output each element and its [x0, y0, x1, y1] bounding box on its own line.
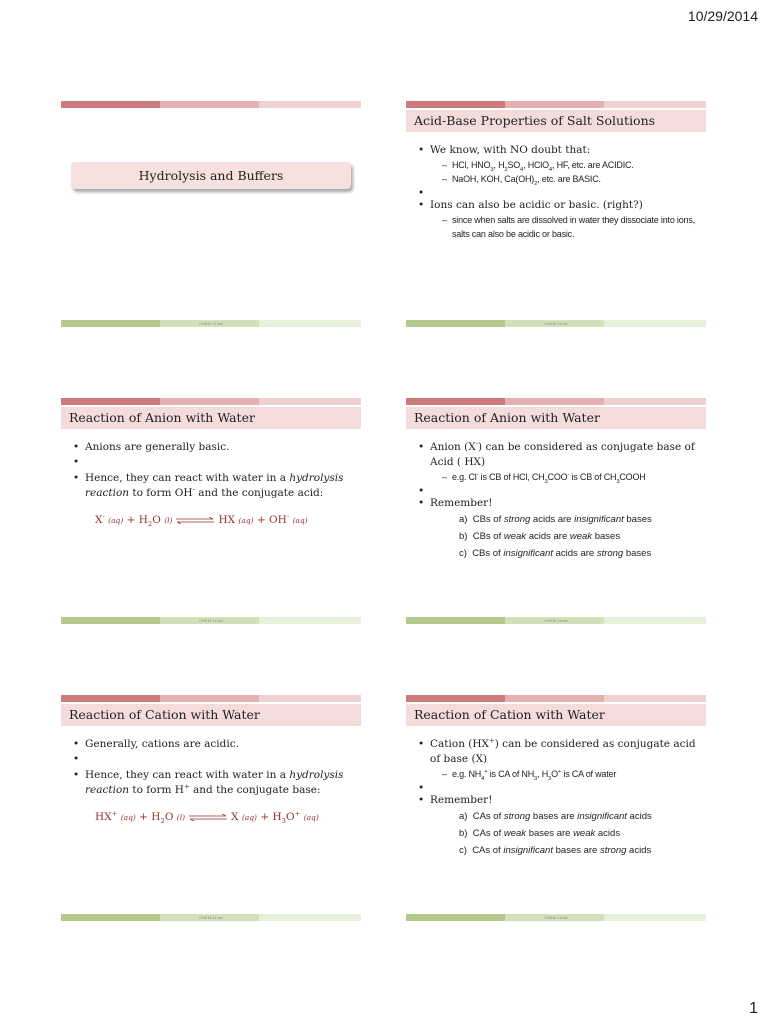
slide-title: Reaction of Cation with Water: [406, 704, 706, 726]
sub-bullet: – since when salts are dissolved in water they dissociate into ions, salts can also be acidic or basic.: [442, 213, 698, 241]
slide-content: [418, 737, 698, 859]
slide-anion-water-2: [406, 398, 706, 624]
slide-acid-base-salts: [406, 101, 706, 327]
slide-footer: CHEM 11 lab: [199, 618, 223, 623]
slide-cation-water-2: [406, 695, 706, 921]
bullet-item: • Remember! a) CBs of strong acids are insignificant bases b) CBs of weak acids are weak bases c) CBs of insignificant acids are strong bases: [418, 496, 698, 562]
slide-content: [73, 440, 353, 528]
remember-item: a) CBs of strong acids are insignificant bases: [459, 514, 652, 525]
slide-title: Reaction of Cation with Water: [61, 704, 361, 726]
print-date: 10/29/2014: [687, 8, 758, 24]
anion-hydrolysis-equation: X- $(aq) + H_2O$ (l) HX (aq) + OH- (aq): [95, 512, 308, 529]
slide-top-bar: [406, 398, 706, 405]
slide-title: Reaction of Anion with Water: [61, 407, 361, 429]
slide-top-bar: [61, 695, 361, 702]
cation-hydrolysis-equation: HX+ $(aq) + H_2O$ (l) X $(aq) + H_3O^+$ (aq): [95, 809, 319, 826]
slide-top-bar: [61, 101, 361, 108]
bullet-item: • We know, with NO doubt that: – HCl, $HNO_3$, $H_2SO_4$, HClO$_4$, HF, etc. are ACIDIC. – NaOH, KOH, $Ca(OH)_2$, etc. are BASIC.: [418, 143, 698, 186]
slide-cation-water-1: [61, 695, 361, 921]
slide-top-bar: [406, 101, 706, 108]
slide-footer: CHEM 17 lab: [199, 321, 223, 326]
sub-bullet-acids: – HCl, $HNO_3$, $H_2SO_4$, HClO$_4$, HF, etc. are ACIDIC.: [442, 158, 698, 172]
bullet-item: • Hence, they can react with water in a hydrolysis reaction to form H+ and the conjugate base:: [73, 768, 353, 798]
equilibrium-arrow-icon: [189, 814, 227, 821]
slide-top-bar: [61, 398, 361, 405]
bullet-item: • Ions can also be acidic or basic. (right?) – since when salts are dissolved in water they dissociate into ions, salts can also be acidic or basic.: [418, 198, 698, 241]
sub-bullet-bases: – NaOH, KOH, $Ca(OH)_2$, etc. are BASIC.: [442, 172, 698, 186]
bullet-item: • Cation (HX+) can be considered as conjugate acid of base (X) – e.g. $NH_4^+$ is CA of $NH_3$, $H_3O^+$ is CA of water: [418, 737, 698, 781]
slide-content: [418, 143, 698, 241]
sub-bullet-example: – e.g. Cl- is CB of HCl, $CH_3COO^-$ is CB of $CH_3COOH$: [442, 470, 698, 484]
remember-item: c) CAs of insignificant bases are strong acids: [459, 845, 652, 856]
bullet-item: • Hence, they can react with water in a hydrolysis reaction to form OH- and the conjugate acid:: [73, 471, 353, 501]
slide-anion-water-1: [61, 398, 361, 624]
slide-footer: CHEM 11 lab: [544, 618, 568, 623]
slide-title: Reaction of Anion with Water: [406, 407, 706, 429]
slide-top-bar: [406, 695, 706, 702]
page-number: 1: [749, 1000, 758, 1017]
slide-footer: CHEM 11 lab: [544, 321, 568, 326]
bullet-item: • Anion (X-) can be considered as conjugate base of Acid ( HX) – e.g. Cl- is CB of HCl, $CH_3COO^-$ is CB of $CH_3COOH$: [418, 440, 698, 484]
slide-footer: CHEM 11 lab: [199, 915, 223, 920]
slide-title: Acid-Base Properties of Salt Solutions: [406, 110, 706, 132]
slide-content: [73, 737, 353, 825]
remember-item: b) CBs of weak acids are weak bases: [459, 531, 621, 542]
equilibrium-arrow-icon: [176, 517, 214, 524]
bullet-item: • Remember! a) CAs of strong bases are insignificant acids b) CAs of weak bases are weak acids c) CAs of insignificant bases are strong acids: [418, 793, 698, 859]
slide-footer: CHEM 11 lab: [544, 915, 568, 920]
remember-item: a) CAs of strong bases are insignificant acids: [459, 811, 652, 822]
bullet-item: • Generally, cations are acidic.: [73, 737, 353, 752]
bullet-item: • Anions are generally basic.: [73, 440, 353, 455]
remember-item: b) CAs of weak bases are weak acids: [459, 828, 621, 839]
slide-hydrolysis-title: [61, 101, 361, 327]
slide-title: Hydrolysis and Buffers: [71, 162, 351, 189]
remember-item: c) CBs of insignificant acids are strong bases: [459, 548, 652, 559]
slide-content: [418, 440, 698, 562]
sub-bullet-example: – e.g. $NH_4^+$ is CA of $NH_3$, $H_3O^+$ is CA of water: [442, 767, 698, 781]
